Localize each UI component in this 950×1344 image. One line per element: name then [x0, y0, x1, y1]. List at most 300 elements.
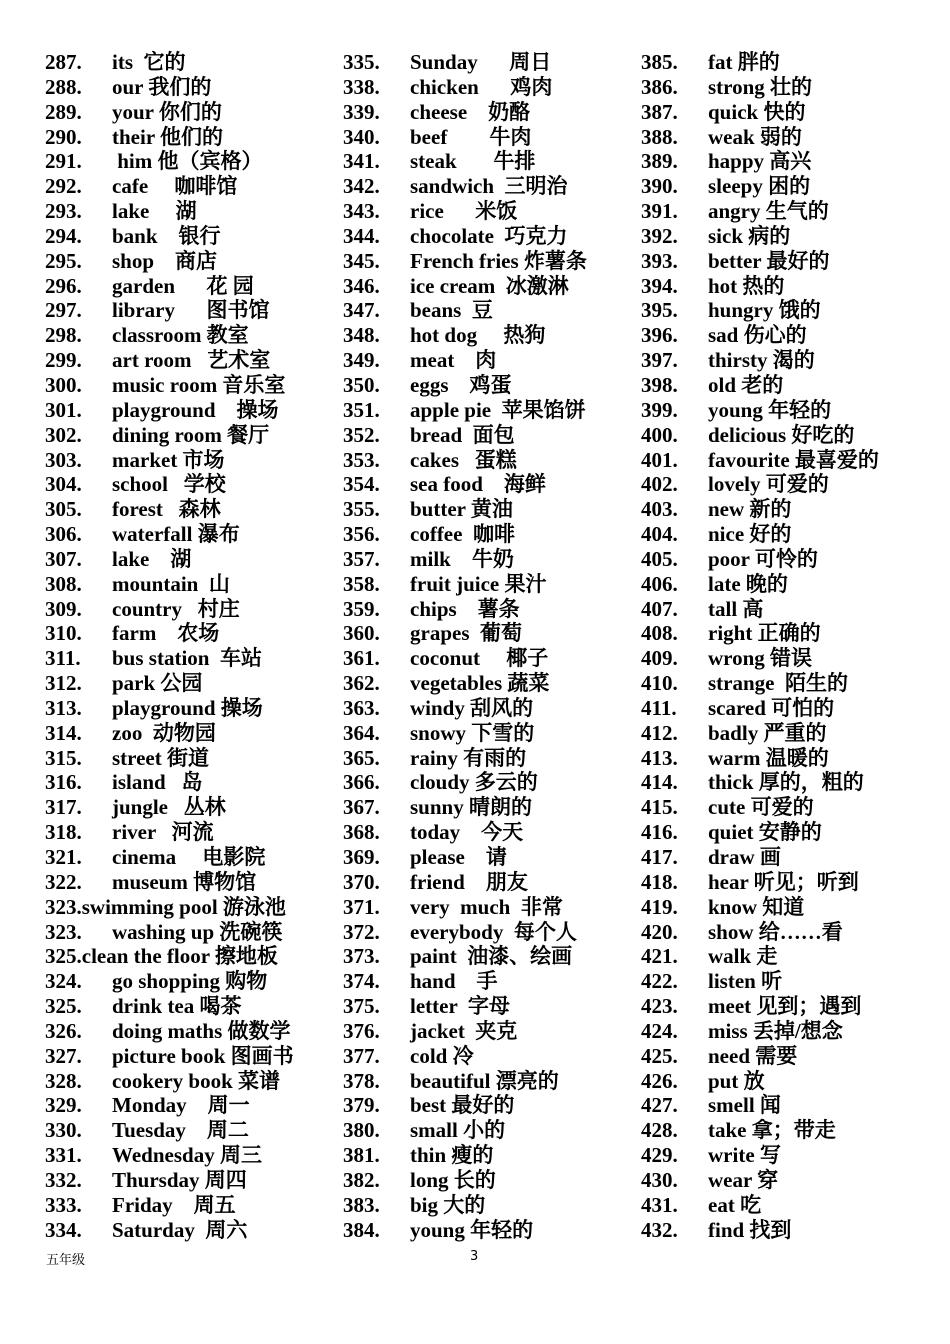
vocab-entry — [45, 646, 335, 671]
vocab-entry — [343, 895, 633, 920]
entry-number: 299. — [45, 348, 82, 373]
entry-word: shop 商店 — [112, 248, 218, 273]
entry-word: better 最好的 — [708, 248, 830, 273]
entry-word: mountain 山 — [112, 571, 230, 596]
entry-number: 361. — [343, 646, 380, 671]
vocab-entry — [641, 448, 941, 473]
vocab-entry — [45, 1143, 335, 1168]
entry-number: 408. — [641, 621, 678, 646]
vocab-entry — [641, 572, 941, 597]
vocab-entry — [343, 423, 633, 448]
vocab-entry — [45, 448, 335, 473]
entry-number: 292. — [45, 174, 82, 199]
entry-word: hear 听见；听到 — [708, 869, 859, 894]
entry-number: 326. — [45, 1018, 82, 1043]
entry-word: bus station 车站 — [112, 646, 262, 671]
entry-number: 415. — [641, 795, 678, 820]
entry-number: 314. — [45, 720, 82, 745]
vocab-entry — [45, 1168, 335, 1193]
vocab-entry — [343, 621, 633, 646]
vocab-entry — [343, 100, 633, 125]
entry-word: cinema 电影院 — [112, 845, 266, 869]
entry-number: 421. — [641, 944, 678, 969]
vocab-entry — [641, 1093, 941, 1118]
vocab-entry — [641, 870, 941, 895]
entry-number: 305. — [45, 497, 82, 522]
entry-number: 422. — [641, 969, 678, 994]
entry-number: 431. — [641, 1192, 678, 1217]
vocab-entry — [641, 994, 941, 1019]
entry-number: 405. — [641, 546, 678, 571]
entry-word: garden 花 园 — [112, 273, 254, 298]
entry-word: coffee 咖啡 — [410, 522, 515, 547]
entry-number: 353. — [343, 447, 380, 472]
vocab-entry — [45, 274, 335, 299]
vocab-entry — [343, 398, 633, 423]
entry-number: 402. — [641, 472, 678, 497]
vocab-entry — [343, 323, 633, 348]
vocab-entry — [641, 298, 941, 323]
entry-number: 318. — [45, 820, 82, 845]
vocab-entry — [45, 795, 335, 820]
vocab-entry — [641, 696, 941, 721]
entry-number: 350. — [343, 372, 380, 397]
entry-word: sunny 晴朗的 — [410, 795, 532, 820]
entry-word: river 河流 — [112, 820, 214, 845]
entry-word: our 我们的 — [112, 74, 212, 99]
entry-number: 411. — [641, 695, 677, 720]
entry-word: market 市场 — [112, 447, 225, 472]
entry-word: favourite 最喜爱的 — [708, 447, 879, 472]
entry-word: island 岛 — [112, 770, 203, 795]
entry-word: jacket 夹克 — [410, 1018, 518, 1043]
entry-number: 369. — [343, 845, 380, 869]
vocab-entry — [641, 1118, 941, 1143]
entry-word: show 给……看 — [708, 919, 843, 944]
entry-number: 356. — [343, 522, 380, 547]
entry-number: 368. — [343, 820, 380, 845]
vocab-entry — [641, 795, 941, 820]
vocab-entry — [45, 50, 335, 75]
vocab-entry — [343, 224, 633, 249]
entry-number: 359. — [343, 596, 380, 621]
entry-number: 404. — [641, 522, 678, 547]
entry-number: 394. — [641, 273, 678, 298]
vocab-entry — [641, 323, 941, 348]
entry-number: 362. — [343, 671, 380, 696]
entry-number: 406. — [641, 571, 678, 596]
entry-number: 300. — [45, 372, 82, 397]
entry-word: beautiful 漂亮的 — [410, 1068, 559, 1093]
entry-number: 306. — [45, 522, 82, 547]
entry-word: park 公园 — [112, 671, 203, 696]
entry-number: 425. — [641, 1043, 678, 1068]
entry-word: Saturday 周六 — [112, 1217, 248, 1242]
entry-number: 372. — [343, 919, 380, 944]
vocab-entry — [641, 522, 941, 547]
entry-word: write 写 — [708, 1143, 781, 1168]
entry-word: put 放 — [708, 1068, 765, 1093]
entry-number: 287. — [45, 50, 82, 74]
entry-word: rainy 有雨的 — [410, 745, 527, 770]
vocab-entry — [45, 522, 335, 547]
vocab-entry — [45, 423, 335, 448]
vocab-entry — [343, 1069, 633, 1094]
vocab-entry — [45, 1019, 335, 1044]
entry-word: their 他们的 — [112, 124, 224, 149]
entry-number: 302. — [45, 422, 82, 447]
vocab-entry — [343, 721, 633, 746]
vocab-entry — [343, 199, 633, 224]
vocab-entry — [343, 1193, 633, 1218]
entry-number: 380. — [343, 1118, 380, 1143]
entry-word: quick 快的 — [708, 99, 806, 124]
entry-word: snowy 下雪的 — [410, 720, 535, 745]
vocab-entry — [641, 125, 941, 150]
entry-number: 378. — [343, 1068, 380, 1093]
entry-number: 317. — [45, 795, 82, 820]
entry-word: very much 非常 — [410, 894, 563, 919]
vocab-entry — [45, 75, 335, 100]
entry-number: 429. — [641, 1143, 678, 1168]
entry-word: its 它的 — [112, 50, 186, 74]
entry-word: beef 牛肉 — [410, 124, 532, 149]
vocab-entry — [343, 944, 633, 969]
vocab-entry — [45, 298, 335, 323]
entry-number: 332. — [45, 1167, 82, 1192]
entry-word: today 今天 — [410, 820, 524, 845]
entry-number: 413. — [641, 745, 678, 770]
entry-word: him 他（宾格） — [112, 149, 263, 174]
entry-word: take 拿；带走 — [708, 1118, 836, 1143]
entry-word: cloudy 多云的 — [410, 770, 538, 795]
entry-word: draw 画 — [708, 845, 781, 869]
entry-word: scared 可怕的 — [708, 695, 835, 720]
vocab-entry — [45, 969, 335, 994]
entry-number: 370. — [343, 869, 380, 894]
entry-word: go shopping 购物 — [112, 969, 268, 994]
entry-word: sad 伤心的 — [708, 323, 807, 348]
vocab-entry — [343, 572, 633, 597]
entry-number: 341. — [343, 149, 380, 174]
vocab-entry — [641, 944, 941, 969]
entry-number: 376. — [343, 1018, 380, 1043]
vocab-entry — [45, 920, 335, 945]
entry-word: thick 厚的，粗的 — [708, 770, 864, 795]
entry-word: weak 弱的 — [708, 124, 802, 149]
entry-word: lovely 可爱的 — [708, 472, 829, 497]
vocab-entry — [641, 423, 941, 448]
entry-number: 304. — [45, 472, 82, 497]
entry-word: fruit juice 果汁 — [410, 571, 547, 596]
entry-word: art room 艺术室 — [112, 348, 271, 373]
vocab-entry — [45, 125, 335, 150]
entry-word: angry 生气的 — [708, 199, 829, 224]
entry-number: 399. — [641, 397, 678, 422]
entry-number: 418. — [641, 869, 678, 894]
vocab-entry — [641, 274, 941, 299]
entry-number: 424. — [641, 1018, 678, 1043]
vocab-entry — [641, 224, 941, 249]
entry-word: find 找到 — [708, 1217, 792, 1242]
vocab-entry — [641, 1218, 941, 1243]
vocab-entry — [641, 497, 941, 522]
entry-word: lake 湖 — [112, 546, 192, 571]
entry-word: jungle 丛林 — [112, 795, 226, 820]
vocab-entry — [343, 795, 633, 820]
entry-number: 348. — [343, 323, 380, 348]
vocab-entry — [45, 1193, 335, 1218]
vocab-entry — [641, 646, 941, 671]
entry-word: friend 朋友 — [410, 869, 528, 894]
entry-number: 331. — [45, 1143, 82, 1168]
entry-number: 343. — [343, 199, 380, 224]
vocab-entry — [45, 994, 335, 1019]
entry-number: 390. — [641, 174, 678, 199]
vocab-entry — [343, 547, 633, 572]
vocab-entry — [641, 621, 941, 646]
entry-word: big 大的 — [410, 1192, 486, 1217]
entry-word: thin 瘦的 — [410, 1143, 494, 1168]
entry-number: 307. — [45, 546, 82, 571]
vocab-entry — [641, 100, 941, 125]
entry-word: wear 穿 — [708, 1167, 779, 1192]
vocab-entry — [45, 696, 335, 721]
entry-number: 385. — [641, 50, 678, 74]
entry-word: young 年轻的 — [708, 397, 832, 422]
vocab-entry — [45, 398, 335, 423]
entry-number: 298. — [45, 323, 82, 348]
entry-word: cookery book 菜谱 — [112, 1068, 280, 1093]
vocab-entry — [343, 969, 633, 994]
vocab-entry — [343, 149, 633, 174]
entry-number: 381. — [343, 1143, 380, 1168]
vocab-column-2 — [343, 50, 633, 1243]
entry-word: washing up 洗碗筷 — [112, 919, 283, 944]
entry-number: 352. — [343, 422, 380, 447]
vocab-entry — [343, 920, 633, 945]
entry-word: lake 湖 — [112, 199, 197, 224]
vocab-entry — [45, 100, 335, 125]
vocab-entry — [641, 50, 941, 75]
entry-number: 363. — [343, 695, 380, 720]
entry-number: 288. — [45, 74, 82, 99]
entry-number: 403. — [641, 497, 678, 522]
entry-word: bread 面包 — [410, 422, 515, 447]
entry-number: 401. — [641, 447, 678, 472]
vocab-entry — [641, 149, 941, 174]
vocab-entry — [343, 298, 633, 323]
entry-number: 322. — [45, 869, 82, 894]
vocab-entry — [343, 125, 633, 150]
entry-word: strong 壮的 — [708, 74, 813, 99]
vocab-entry — [343, 174, 633, 199]
vocab-entry — [641, 746, 941, 771]
entry-word: rice 米饭 — [410, 199, 518, 224]
entry-word: doing maths 做数学 — [112, 1018, 291, 1043]
vocab-entry — [641, 398, 941, 423]
entry-number: 400. — [641, 422, 678, 447]
entry-word: French fries 炸薯条 — [410, 248, 587, 273]
entry-word: Tuesday 周二 — [112, 1118, 249, 1143]
entry-number: 360. — [343, 621, 380, 646]
vocab-entry — [343, 870, 633, 895]
vocab-entry — [45, 820, 335, 845]
entry-word: street 街道 — [112, 745, 209, 770]
entry-number: 342. — [343, 174, 380, 199]
entry-word: delicious 好吃的 — [708, 422, 855, 447]
entry-word: Monday 周一 — [112, 1093, 250, 1118]
entry-number: 373. — [343, 944, 380, 969]
entry-number: 366. — [343, 770, 380, 795]
entry-number: 313. — [45, 695, 82, 720]
entry-word: chocolate 巧克力 — [410, 223, 568, 248]
entry-word: coconut 椰子 — [410, 646, 549, 671]
entry-number: 325. — [45, 944, 82, 969]
vocab-entry — [45, 149, 335, 174]
entry-word: drink tea 喝茶 — [112, 994, 242, 1019]
vocab-entry — [343, 696, 633, 721]
entry-number: 358. — [343, 571, 380, 596]
entry-word: sandwich 三明治 — [410, 174, 568, 199]
vocab-entry — [343, 1168, 633, 1193]
entry-word: meet 见到；遇到 — [708, 994, 862, 1019]
entry-number: 393. — [641, 248, 678, 273]
vocab-entry — [641, 1069, 941, 1094]
entry-number: 419. — [641, 894, 678, 919]
entry-number: 309. — [45, 596, 82, 621]
vocab-entry — [343, 597, 633, 622]
entry-number: 412. — [641, 720, 678, 745]
entry-word: waterfall 瀑布 — [112, 522, 240, 547]
entry-number: 289. — [45, 99, 82, 124]
vocab-entry — [45, 845, 335, 870]
entry-word: right 正确的 — [708, 621, 821, 646]
entry-word: music room 音乐室 — [112, 372, 286, 397]
entry-word: eggs 鸡蛋 — [410, 372, 512, 397]
entry-word: playground 操场 — [112, 397, 279, 422]
vocab-entry — [45, 1044, 335, 1069]
vocab-entry — [45, 373, 335, 398]
vocab-entry — [45, 224, 335, 249]
entry-word: hot dog 热狗 — [410, 323, 546, 348]
vocab-entry — [45, 1093, 335, 1118]
vocab-entry — [343, 671, 633, 696]
entry-word: Sunday 周日 — [410, 50, 552, 74]
entry-number: 330. — [45, 1118, 82, 1143]
entry-number: 323. — [45, 894, 82, 919]
vocab-entry — [641, 199, 941, 224]
entry-word: vegetables 蔬菜 — [410, 671, 550, 696]
entry-word: late 晚的 — [708, 571, 788, 596]
entry-number: 371. — [343, 894, 380, 919]
entry-word: thirsty 渴的 — [708, 348, 815, 373]
entry-word: quiet 安静的 — [708, 820, 822, 845]
entry-word: cheese 奶酪 — [410, 99, 531, 124]
entry-word: chips 薯条 — [410, 596, 520, 621]
entry-word: chicken 鸡肉 — [410, 74, 553, 99]
entry-word: hungry 饿的 — [708, 298, 821, 323]
entry-number: 383. — [343, 1192, 380, 1217]
entry-number: 377. — [343, 1043, 380, 1068]
entry-number: 339. — [343, 99, 380, 124]
entry-number: 310. — [45, 621, 82, 646]
vocab-entry — [343, 75, 633, 100]
entry-word: dining room 餐厅 — [112, 422, 270, 447]
entry-word: playground 操场 — [112, 695, 263, 720]
entry-number: 410. — [641, 671, 678, 696]
entry-word: know 知道 — [708, 894, 805, 919]
entry-number: 409. — [641, 646, 678, 671]
vocab-entry — [45, 1069, 335, 1094]
entry-word: walk 走 — [708, 944, 778, 969]
entry-number: 430. — [641, 1167, 678, 1192]
entry-word: need 需要 — [708, 1043, 798, 1068]
vocab-entry — [45, 323, 335, 348]
entry-word: young 年轻的 — [410, 1217, 534, 1242]
entry-number: 389. — [641, 149, 678, 174]
vocab-column-3 — [641, 50, 941, 1243]
entry-number: 351. — [343, 397, 380, 422]
entry-word: hot 热的 — [708, 273, 785, 298]
entry-number: 346. — [343, 273, 380, 298]
entry-number: 364. — [343, 720, 380, 745]
entry-word: sick 病的 — [708, 223, 791, 248]
entry-word: bank 银行 — [112, 223, 221, 248]
vocab-entry — [641, 770, 941, 795]
vocab-entry — [641, 895, 941, 920]
vocab-entry — [641, 1019, 941, 1044]
vocab-entry — [343, 994, 633, 1019]
entry-number: 301. — [45, 397, 82, 422]
vocab-entry — [641, 597, 941, 622]
entry-word: beans 豆 — [410, 298, 493, 323]
entry-word: happy 高兴 — [708, 149, 812, 174]
entry-number: 407. — [641, 596, 678, 621]
entry-word: everybody 每个人 — [410, 919, 577, 944]
entry-word: please 请 — [410, 845, 507, 869]
entry-number: 395. — [641, 298, 678, 323]
vocab-entry — [641, 1193, 941, 1218]
vocab-entry — [45, 547, 335, 572]
vocab-entry — [343, 472, 633, 497]
entry-word: ice cream 冰激淋 — [410, 273, 569, 298]
entry-number: 414. — [641, 770, 678, 795]
vocab-entry — [45, 174, 335, 199]
vocab-entry — [343, 373, 633, 398]
entry-word: classroom 教室 — [112, 323, 249, 348]
vocab-entry — [45, 895, 335, 920]
entry-word: smell 闻 — [708, 1093, 781, 1118]
entry-word: country 村庄 — [112, 596, 240, 621]
vocab-entry — [641, 174, 941, 199]
entry-number: 420. — [641, 919, 678, 944]
entry-number: 338. — [343, 74, 380, 99]
vocab-entry — [45, 621, 335, 646]
vocab-entry — [343, 1218, 633, 1243]
entry-word: listen 听 — [708, 969, 783, 994]
entry-word: milk 牛奶 — [410, 546, 514, 571]
vocab-entry — [343, 348, 633, 373]
entry-number: 328. — [45, 1068, 82, 1093]
vocab-entry — [641, 547, 941, 572]
entry-word: long 长的 — [410, 1167, 496, 1192]
entry-number: 295. — [45, 248, 82, 273]
vocab-entry — [641, 969, 941, 994]
entry-word: cute 可爱的 — [708, 795, 814, 820]
vocab-entry — [45, 671, 335, 696]
entry-number: 357. — [343, 546, 380, 571]
